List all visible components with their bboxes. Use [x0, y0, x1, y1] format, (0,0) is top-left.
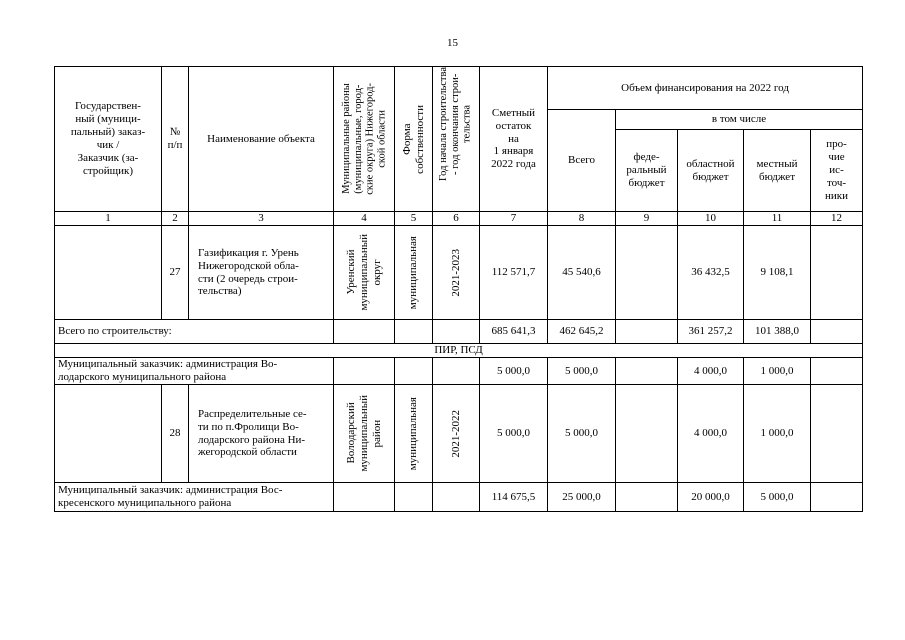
column-number: 11 [744, 212, 811, 226]
total-cell: 462 645,2 [548, 320, 616, 344]
local-cell: 1 000,0 [744, 385, 811, 483]
header-financing: Объем финансирования на 2022 год [548, 67, 863, 110]
estimate-cell: 112 571,7 [480, 226, 548, 320]
row-number: 27 [162, 226, 189, 320]
customer-label: Муниципальный заказчик: администрация Вос- кресенского муниципального района [55, 483, 334, 512]
header-other: про- чие ис- точ- ники [811, 130, 863, 212]
customer-label: Муниципальный заказчик: администрация Во- лодарского муниципального района [55, 358, 334, 385]
customer-row-voskresensky [55, 483, 863, 512]
page-number: 15 [447, 37, 458, 49]
column-number: 9 [616, 212, 678, 226]
financing-table [54, 66, 863, 512]
federal-cell [616, 226, 678, 320]
years-cell: 2021-2023 [433, 226, 480, 320]
table-row-28 [55, 385, 863, 483]
header-number: № п/п [162, 67, 189, 212]
customer-cell [55, 226, 162, 320]
estimate-cell: 5 000,0 [480, 385, 548, 483]
total-cell: 5 000,0 [548, 385, 616, 483]
section-title: ПИР, ПСД [55, 344, 863, 358]
regional-cell: 36 432,5 [678, 226, 744, 320]
header-districts: Муниципальные районы (муниципальные, город- ские округа) Нижегород- ской области [334, 67, 395, 212]
column-number: 10 [678, 212, 744, 226]
total-construction-label: Всего по строительству: [55, 320, 334, 344]
object-name: Газификация г. Урень Нижегородской обла- сти (2 очередь строи- тельства) [189, 226, 334, 320]
total-construction-row [55, 320, 863, 344]
estimate-cell: 685 641,3 [480, 320, 548, 344]
local-cell: 101 388,0 [744, 320, 811, 344]
column-number: 6 [433, 212, 480, 226]
local-cell: 9 108,1 [744, 226, 811, 320]
header-including: в том числе [616, 110, 863, 130]
total-cell: 45 540,6 [548, 226, 616, 320]
regional-cell: 4 000,0 [678, 385, 744, 483]
estimate-cell: 5 000,0 [480, 358, 548, 385]
table-row-27 [55, 226, 863, 320]
column-number: 7 [480, 212, 548, 226]
section-row [55, 344, 863, 358]
customer-row-volodarsky [55, 358, 863, 385]
column-number: 3 [189, 212, 334, 226]
total-cell: 5 000,0 [548, 358, 616, 385]
customer-cell [55, 385, 162, 483]
column-number: 12 [811, 212, 863, 226]
header-estimate: Сметный остаток на 1 января 2022 года [480, 67, 548, 212]
district-cell: Уренский муниципальный округ [334, 226, 395, 320]
header-years: Год начала строительства - год окончания строи- тельства [433, 67, 480, 212]
ownership-cell: муниципальная [395, 385, 433, 483]
header-customer: Государствен- ный (муници- пальный) заказ- чик / Заказчик (за- стройщик) [55, 67, 162, 212]
column-number: 8 [548, 212, 616, 226]
local-cell: 1 000,0 [744, 358, 811, 385]
header-local: местный бюджет [744, 130, 811, 212]
district-cell: Володарский муниципальный район [334, 385, 395, 483]
regional-cell: 4 000,0 [678, 358, 744, 385]
header-regional: областной бюджет [678, 130, 744, 212]
other-cell [811, 226, 863, 320]
regional-cell: 20 000,0 [678, 483, 744, 512]
total-cell: 25 000,0 [548, 483, 616, 512]
column-number: 4 [334, 212, 395, 226]
ownership-cell: муниципальная [395, 226, 433, 320]
column-number: 2 [162, 212, 189, 226]
column-number: 1 [55, 212, 162, 226]
years-cell: 2021-2022 [433, 385, 480, 483]
regional-cell: 361 257,2 [678, 320, 744, 344]
header-ownership: Форма собственности [395, 67, 433, 212]
column-number: 5 [395, 212, 433, 226]
column-numbers-row [55, 212, 863, 226]
row-number: 28 [162, 385, 189, 483]
local-cell: 5 000,0 [744, 483, 811, 512]
estimate-cell: 114 675,5 [480, 483, 548, 512]
header-object-name: Наименование объекта [189, 67, 334, 212]
object-name: Распределительные се- ти по п.Фролищи Во- лодарского района Ни- жегородской области [189, 385, 334, 483]
header-total: Всего [548, 110, 616, 212]
header-federal: феде- ральный бюджет [616, 130, 678, 212]
